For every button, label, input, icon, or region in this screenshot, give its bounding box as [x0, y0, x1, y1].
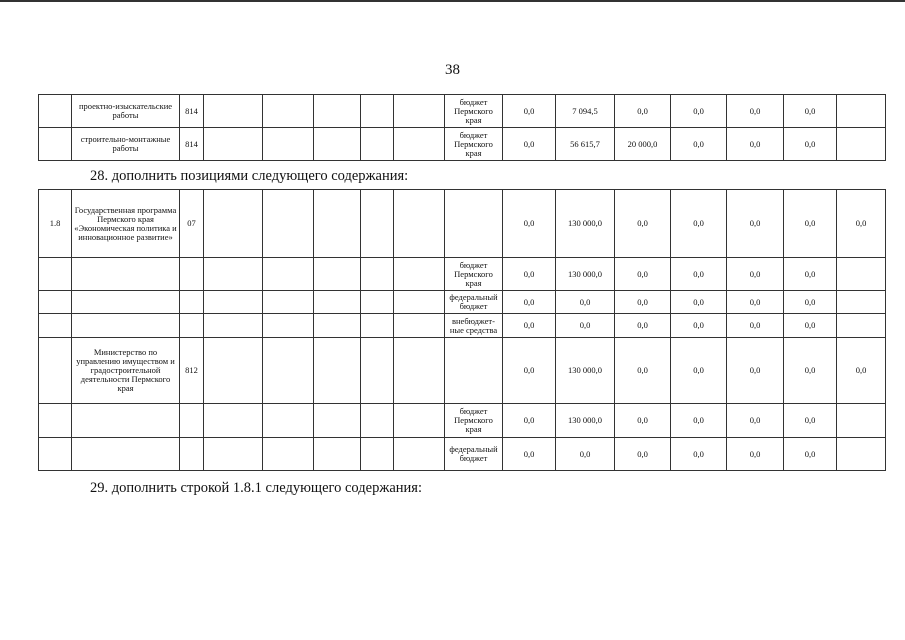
value-cell-3: 0,0 [615, 404, 671, 438]
col4-cell [204, 338, 263, 404]
value-cell-3: 0,0 [615, 314, 671, 338]
value-cell-1: 0,0 [503, 190, 556, 258]
table-row [39, 338, 886, 404]
value-cell-1: 0,0 [503, 258, 556, 291]
funding-source-cell [445, 190, 503, 258]
code-cell [180, 258, 204, 291]
value-cell-7 [837, 438, 886, 471]
funding-source-cell: внебюджет-ные средства [445, 314, 503, 338]
value-cell-6: 0,0 [784, 128, 837, 161]
value-cell-4: 0,0 [671, 258, 727, 291]
funding-source-cell: бюджет Пермского края [445, 128, 503, 161]
col6-cell [314, 314, 361, 338]
value-cell-3: 0,0 [615, 338, 671, 404]
value-cell-1: 0,0 [503, 438, 556, 471]
new-positions-table [38, 189, 886, 471]
value-cell-4: 0,0 [671, 291, 727, 314]
value-cell-3: 0,0 [615, 190, 671, 258]
col5-cell [263, 438, 314, 471]
code-cell: 812 [180, 338, 204, 404]
section-heading-29: 29. дополнить строкой 1.8.1 следующего содержания: [90, 480, 422, 496]
code-cell [180, 291, 204, 314]
value-cell-5: 0,0 [727, 338, 784, 404]
value-cell-5: 0,0 [727, 95, 784, 128]
value-cell-2: 0,0 [556, 438, 615, 471]
value-cell-5: 0,0 [727, 190, 784, 258]
name-cell [72, 258, 180, 291]
row-number-cell [39, 314, 72, 338]
value-cell-7 [837, 314, 886, 338]
col4-cell [204, 291, 263, 314]
value-cell-6: 0,0 [784, 404, 837, 438]
value-cell-5: 0,0 [727, 438, 784, 471]
code-cell: 814 [180, 128, 204, 161]
name-cell: строительно-монтажные работы [72, 128, 180, 161]
value-cell-7 [837, 95, 886, 128]
name-cell: Государственная программа Пермского края «Экономическая политика и инновационное развитие» [72, 190, 180, 258]
col6-cell [314, 190, 361, 258]
section-heading-28: 28. дополнить позициями следующего содержания: [90, 168, 409, 184]
name-cell [72, 438, 180, 471]
value-cell-5: 0,0 [727, 314, 784, 338]
col7-cell [361, 338, 394, 404]
row-number-cell [39, 438, 72, 471]
funding-source-cell: федеральный бюджет [445, 291, 503, 314]
row-number-cell [39, 338, 72, 404]
code-cell [180, 404, 204, 438]
value-cell-6: 0,0 [784, 190, 837, 258]
col5-cell [263, 190, 314, 258]
value-cell-4: 0,0 [671, 314, 727, 338]
col4-cell [204, 438, 263, 471]
value-cell-1: 0,0 [503, 128, 556, 161]
row-number-cell: 1.8 [39, 190, 72, 258]
table-row [39, 314, 886, 338]
col7-cell [361, 95, 394, 128]
col8-cell [394, 291, 445, 314]
row-number-cell [39, 128, 72, 161]
value-cell-2: 56 615,7 [556, 128, 615, 161]
col4-cell [204, 314, 263, 338]
row-number-cell [39, 258, 72, 291]
col6-cell [314, 291, 361, 314]
name-cell [72, 404, 180, 438]
value-cell-7 [837, 258, 886, 291]
page-number: 38 [445, 62, 460, 78]
value-cell-2: 7 094,5 [556, 95, 615, 128]
col4-cell [204, 258, 263, 291]
value-cell-2: 130 000,0 [556, 404, 615, 438]
col6-cell [314, 438, 361, 471]
value-cell-2: 130 000,0 [556, 190, 615, 258]
name-cell: Министерство по управлению имуществом и градостроительной деятельности Пермского края [72, 338, 180, 404]
value-cell-1: 0,0 [503, 291, 556, 314]
name-cell [72, 314, 180, 338]
value-cell-1: 0,0 [503, 95, 556, 128]
col4-cell [204, 128, 263, 161]
table-row [39, 438, 886, 471]
table-row [39, 291, 886, 314]
continuation-table [38, 94, 886, 161]
value-cell-3: 0,0 [615, 258, 671, 291]
col4-cell [204, 190, 263, 258]
value-cell-2: 130 000,0 [556, 258, 615, 291]
value-cell-5: 0,0 [727, 258, 784, 291]
col6-cell [314, 404, 361, 438]
col6-cell [314, 95, 361, 128]
name-cell [72, 291, 180, 314]
value-cell-4: 0,0 [671, 338, 727, 404]
value-cell-6: 0,0 [784, 95, 837, 128]
col5-cell [263, 404, 314, 438]
col7-cell [361, 404, 394, 438]
col8-cell [394, 95, 445, 128]
col8-cell [394, 258, 445, 291]
name-cell: проектно-изыскательские работы [72, 95, 180, 128]
row-number-cell [39, 404, 72, 438]
col8-cell [394, 128, 445, 161]
funding-source-cell [445, 338, 503, 404]
value-cell-4: 0,0 [671, 128, 727, 161]
col5-cell [263, 95, 314, 128]
col5-cell [263, 314, 314, 338]
col7-cell [361, 314, 394, 338]
col5-cell [263, 128, 314, 161]
value-cell-3: 0,0 [615, 95, 671, 128]
value-cell-6: 0,0 [784, 314, 837, 338]
code-cell: 814 [180, 95, 204, 128]
value-cell-6: 0,0 [784, 291, 837, 314]
col7-cell [361, 258, 394, 291]
value-cell-3: 0,0 [615, 438, 671, 471]
value-cell-5: 0,0 [727, 291, 784, 314]
value-cell-6: 0,0 [784, 258, 837, 291]
col6-cell [314, 258, 361, 291]
code-cell [180, 438, 204, 471]
funding-source-cell: бюджет Пермского края [445, 404, 503, 438]
col6-cell [314, 128, 361, 161]
table-row [39, 404, 886, 438]
col7-cell [361, 190, 394, 258]
table-row [39, 258, 886, 291]
value-cell-1: 0,0 [503, 404, 556, 438]
value-cell-7: 0,0 [837, 338, 886, 404]
table-row [39, 190, 886, 258]
col6-cell [314, 338, 361, 404]
funding-source-cell: бюджет Пермского края [445, 95, 503, 128]
col8-cell [394, 190, 445, 258]
table-row [39, 128, 886, 161]
value-cell-3: 20 000,0 [615, 128, 671, 161]
col8-cell [394, 438, 445, 471]
col5-cell [263, 338, 314, 404]
value-cell-7 [837, 291, 886, 314]
col5-cell [263, 258, 314, 291]
value-cell-6: 0,0 [784, 338, 837, 404]
value-cell-5: 0,0 [727, 404, 784, 438]
value-cell-4: 0,0 [671, 190, 727, 258]
code-cell [180, 314, 204, 338]
col8-cell [394, 338, 445, 404]
col7-cell [361, 128, 394, 161]
value-cell-1: 0,0 [503, 338, 556, 404]
value-cell-3: 0,0 [615, 291, 671, 314]
value-cell-6: 0,0 [784, 438, 837, 471]
value-cell-7 [837, 128, 886, 161]
funding-source-cell: федеральный бюджет [445, 438, 503, 471]
page-top-rule [0, 0, 905, 2]
col4-cell [204, 95, 263, 128]
value-cell-4: 0,0 [671, 438, 727, 471]
funding-source-cell: бюджет Пермского края [445, 258, 503, 291]
col7-cell [361, 291, 394, 314]
value-cell-2: 0,0 [556, 291, 615, 314]
col4-cell [204, 404, 263, 438]
value-cell-4: 0,0 [671, 95, 727, 128]
col8-cell [394, 314, 445, 338]
value-cell-2: 130 000,0 [556, 338, 615, 404]
table-row [39, 95, 886, 128]
col5-cell [263, 291, 314, 314]
col7-cell [361, 438, 394, 471]
value-cell-2: 0,0 [556, 314, 615, 338]
code-cell: 07 [180, 190, 204, 258]
value-cell-5: 0,0 [727, 128, 784, 161]
value-cell-1: 0,0 [503, 314, 556, 338]
row-number-cell [39, 95, 72, 128]
row-number-cell [39, 291, 72, 314]
value-cell-7: 0,0 [837, 190, 886, 258]
col8-cell [394, 404, 445, 438]
value-cell-7 [837, 404, 886, 438]
value-cell-4: 0,0 [671, 404, 727, 438]
